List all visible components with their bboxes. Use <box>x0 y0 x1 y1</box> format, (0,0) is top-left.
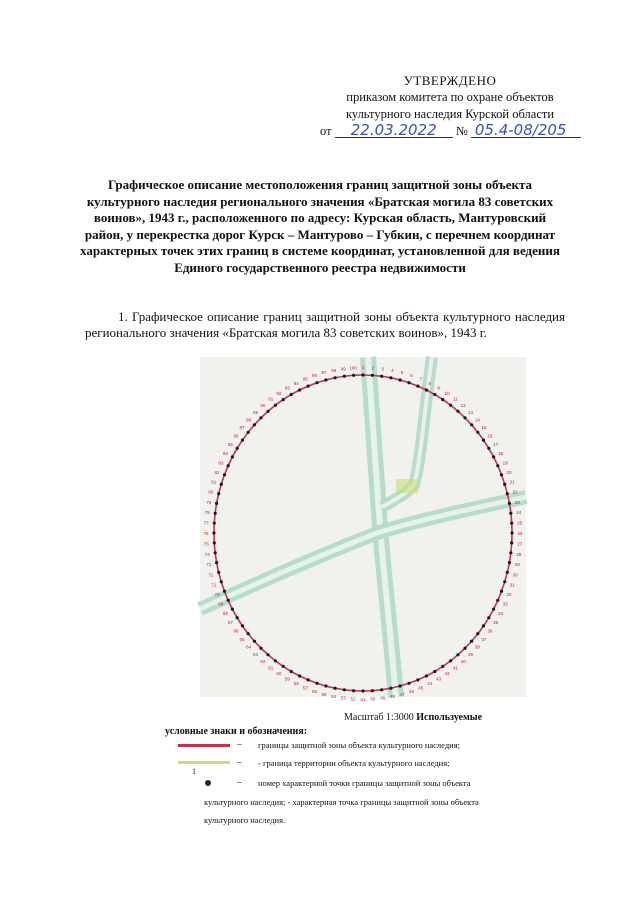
point-label: 71 <box>211 582 217 588</box>
boundary-map-svg <box>200 357 526 702</box>
characteristic-point <box>506 571 509 574</box>
characteristic-point <box>315 682 318 685</box>
point-label: 95 <box>302 376 308 382</box>
point-label: 59 <box>284 676 290 682</box>
point-label: 87 <box>239 425 245 431</box>
point-label: 34 <box>498 611 504 616</box>
characteristic-point <box>352 374 355 377</box>
point-label: 6 <box>410 373 413 379</box>
point-label: 9 <box>437 385 440 391</box>
approval-title: УТВЕРЖДЕНО <box>403 73 497 88</box>
point-label: 58 <box>293 681 299 687</box>
characteristic-point <box>298 674 301 677</box>
point-label: 12 <box>460 403 466 409</box>
characteristic-point <box>352 689 355 692</box>
characteristic-point <box>496 464 499 467</box>
point-label: 88 <box>246 417 252 423</box>
point-label: 90 <box>260 403 266 409</box>
characteristic-point <box>510 522 513 525</box>
characteristic-point <box>227 599 230 602</box>
point-label: 99 <box>340 366 346 372</box>
point-label: 69 <box>218 601 224 607</box>
characteristic-point <box>343 375 346 378</box>
point-label: 44 <box>427 681 433 687</box>
point-label: 73 <box>206 562 212 568</box>
point-label: 3 <box>381 366 384 372</box>
point-label: 47 <box>399 691 405 697</box>
point-label: 64 <box>246 644 252 650</box>
number-label: № <box>455 124 468 138</box>
point-label: 37 <box>481 636 487 642</box>
document-title: Графическое описание местоположения границ защитной зоны объекта культурного наследия регионального значения «Братская могила 83 советских воинов», 1943 г., расположенного по адресу: Курская область, Мантуровский район, у перекрестка дорог Курск – Мантурово – Губкин, с перечнем координат характерных точек этих границ в системе координат, установленной для ведения Единого государственного реестра недвижимости <box>80 177 560 275</box>
characteristic-point <box>253 423 256 426</box>
point-label: 56 <box>311 688 318 694</box>
point-label: 45 <box>418 685 424 691</box>
handwritten-date: 22.03.2022 <box>335 123 453 138</box>
characteristic-point <box>449 404 452 407</box>
point-label: 78 <box>204 510 210 516</box>
point-label: 16 <box>487 433 493 439</box>
point-label: 79 <box>206 499 212 505</box>
point-label: 23 <box>514 499 520 505</box>
point-label: 61 <box>268 665 274 671</box>
point-label: 65 <box>239 636 245 642</box>
characteristic-point <box>496 599 499 602</box>
point-label: 21 <box>509 479 515 485</box>
characteristic-point <box>307 678 310 681</box>
point-label: 97 <box>321 370 327 376</box>
legend-item-1: границы защитной зоны объекта культурного наследия; <box>258 740 460 750</box>
point-label: 32 <box>506 592 512 598</box>
point-label: 17 <box>493 442 499 448</box>
point-label: 81 <box>211 479 217 485</box>
approval-order-line <box>300 123 600 140</box>
legend-item-3-line-1: номер характерной точки границы защитной зоны объекта <box>258 778 471 788</box>
point-label: 83 <box>218 460 224 466</box>
characteristic-point <box>500 590 503 593</box>
characteristic-point <box>361 373 364 376</box>
point-label: 24 <box>516 510 522 516</box>
characteristic-point <box>217 492 220 495</box>
point-label: 11 <box>452 396 458 402</box>
characteristic-point <box>492 608 495 611</box>
scale-caption <box>344 712 482 723</box>
characteristic-point <box>259 416 262 419</box>
characteristic-point <box>371 689 374 692</box>
legend-line-green <box>178 761 230 764</box>
characteristic-point <box>274 659 277 662</box>
point-label: 14 <box>474 417 480 423</box>
point-label: 42 <box>444 671 450 677</box>
characteristic-point <box>510 531 513 534</box>
point-label: 1 <box>361 365 365 370</box>
characteristic-point <box>425 388 428 391</box>
characteristic-point <box>223 473 226 476</box>
characteristic-point <box>220 580 223 583</box>
characteristic-point <box>214 512 217 515</box>
characteristic-point <box>266 410 269 413</box>
characteristic-point <box>407 381 410 384</box>
characteristic-point <box>470 423 473 426</box>
characteristic-point <box>324 684 327 687</box>
characteristic-point <box>247 632 250 635</box>
legend-item-3-line-2: культурного наследия; - характерная точка границы защитной зоны объекта <box>204 797 479 807</box>
characteristic-point <box>334 376 337 379</box>
point-label: 8 <box>428 380 432 386</box>
point-label: 84 <box>222 451 228 456</box>
point-label: 74 <box>204 551 210 557</box>
point-label: 62 <box>260 658 266 664</box>
characteristic-point <box>231 455 234 458</box>
point-label: 22 <box>512 489 518 495</box>
point-label: 50 <box>370 696 376 702</box>
point-label: 94 <box>293 380 299 386</box>
characteristic-point <box>247 431 250 434</box>
characteristic-point <box>282 665 285 668</box>
characteristic-point <box>315 381 318 384</box>
point-label: 4 <box>391 367 394 373</box>
characteristic-point <box>231 608 234 611</box>
point-label: 72 <box>208 572 214 578</box>
characteristic-point <box>266 653 269 656</box>
point-label: 40 <box>460 658 466 664</box>
characteristic-point <box>324 378 327 381</box>
approval-block <box>300 72 600 140</box>
characteristic-point <box>241 439 244 442</box>
scale-label: Масштаб 1:3000 <box>344 712 414 723</box>
handwritten-number: 05.4-08/205 <box>471 123 581 138</box>
point-label: 60 <box>276 671 282 677</box>
characteristic-point <box>215 561 218 564</box>
point-label: 85 <box>227 442 233 448</box>
point-label: 82 <box>214 469 220 475</box>
characteristic-point <box>476 431 479 434</box>
point-label: 20 <box>506 469 512 475</box>
characteristic-point <box>487 447 490 450</box>
characteristic-point <box>407 682 410 685</box>
characteristic-point <box>214 551 217 554</box>
characteristic-point <box>456 653 459 656</box>
characteristic-point <box>416 385 419 388</box>
point-label: 10 <box>444 390 450 396</box>
point-label: 70 <box>214 592 220 598</box>
characteristic-point <box>509 551 512 554</box>
characteristic-point <box>463 647 466 650</box>
point-label: 63 <box>252 652 259 657</box>
point-label: 13 <box>467 410 474 415</box>
characteristic-point <box>482 624 485 627</box>
point-label: 41 <box>452 665 458 671</box>
approval-line-2: культурного наследия Курской области <box>345 107 555 121</box>
characteristic-point <box>476 632 479 635</box>
characteristic-point <box>433 393 436 396</box>
point-label: 89 <box>252 410 259 415</box>
point-label: 100 <box>349 365 357 371</box>
boundary-map <box>200 357 526 702</box>
characteristic-point <box>282 398 285 401</box>
point-label: 52 <box>350 696 356 702</box>
legend-item-2: - граница территории объекта культурного наследия; <box>258 758 450 768</box>
characteristic-point <box>389 376 392 379</box>
point-label: 28 <box>516 551 522 557</box>
paragraph-1-text: 1. Графическое описание границ защитной зоны объекта культурного наследия регионального значения «Братская могила 83 советских воинов», 1943 г. <box>85 309 565 340</box>
point-label: 2 <box>371 365 375 371</box>
characteristic-point <box>290 393 293 396</box>
legend-point-sample <box>205 780 211 786</box>
point-label: 18 <box>498 451 504 456</box>
point-label: 48 <box>389 694 395 700</box>
point-label: 5 <box>400 370 404 376</box>
characteristic-point <box>416 678 419 681</box>
point-label: 55 <box>321 691 327 697</box>
point-label: 92 <box>276 390 282 396</box>
characteristic-point <box>508 561 511 564</box>
characteristic-point <box>449 659 452 662</box>
point-label: 53 <box>340 695 346 701</box>
characteristic-point <box>506 492 509 495</box>
approval-line-1: приказом комитета по охране объектов <box>346 90 554 104</box>
point-label: 29 <box>514 562 520 568</box>
characteristic-point <box>463 416 466 419</box>
legend-item-3-line-3: культурного наследия. <box>204 815 286 825</box>
point-label: 36 <box>487 628 493 634</box>
characteristic-point <box>307 385 310 388</box>
point-label: 39 <box>467 652 474 657</box>
characteristic-point <box>274 404 277 407</box>
characteristic-point <box>509 512 512 515</box>
characteristic-point <box>500 473 503 476</box>
characteristic-point <box>241 624 244 627</box>
characteristic-point <box>227 464 230 467</box>
point-label: 57 <box>302 685 308 691</box>
point-label: 7 <box>419 376 423 382</box>
legend-dash-3: – <box>237 777 242 787</box>
characteristic-point <box>433 670 436 673</box>
characteristic-point <box>212 531 215 534</box>
point-label: 67 <box>227 619 233 625</box>
characteristic-point <box>425 674 428 677</box>
characteristic-point <box>456 410 459 413</box>
characteristic-point <box>220 483 223 486</box>
characteristic-point <box>380 688 383 691</box>
from-label: от <box>320 124 332 138</box>
characteristic-point <box>253 640 256 643</box>
characteristic-point <box>334 687 337 690</box>
point-label: 38 <box>474 644 480 650</box>
point-label: 98 <box>331 367 337 373</box>
point-label: 75 <box>203 541 209 547</box>
point-label: 19 <box>502 460 508 466</box>
characteristic-point <box>399 684 402 687</box>
point-label: 77 <box>203 520 209 526</box>
characteristic-point <box>213 522 216 525</box>
point-label: 66 <box>233 628 239 634</box>
characteristic-point <box>215 502 218 505</box>
legend-dash-1: – <box>237 739 242 749</box>
scale-suffix: Используемые <box>416 712 483 723</box>
legend-number-sample: 1 <box>192 767 196 776</box>
legend-dash-2: – <box>237 757 242 767</box>
characteristic-point <box>487 616 490 619</box>
point-label: 80 <box>208 489 214 495</box>
characteristic-point <box>343 688 346 691</box>
point-label: 15 <box>481 425 487 431</box>
point-label: 86 <box>233 433 239 439</box>
point-label: 54 <box>331 694 337 700</box>
characteristic-point <box>389 687 392 690</box>
characteristic-point <box>217 571 220 574</box>
point-label: 30 <box>512 572 518 578</box>
characteristic-point <box>399 378 402 381</box>
point-label: 27 <box>517 541 523 547</box>
characteristic-point <box>213 541 216 544</box>
characteristic-point <box>492 455 495 458</box>
characteristic-point <box>223 590 226 593</box>
characteristic-point <box>508 502 511 505</box>
characteristic-point <box>361 689 364 692</box>
characteristic-point <box>259 647 262 650</box>
point-label: 26 <box>517 531 523 536</box>
characteristic-point <box>236 616 239 619</box>
point-label: 49 <box>380 695 386 701</box>
point-label: 43 <box>436 676 442 682</box>
characteristic-point <box>441 398 444 401</box>
point-label: 46 <box>408 688 415 694</box>
characteristic-point <box>298 388 301 391</box>
point-label: 93 <box>284 385 290 391</box>
point-label: 76 <box>203 531 209 536</box>
characteristic-point <box>371 374 374 377</box>
point-label: 35 <box>493 619 499 625</box>
characteristic-point <box>290 670 293 673</box>
legend-title: условные знаки и обозначения: <box>165 726 308 737</box>
point-label: 33 <box>502 601 508 607</box>
legend-line-red <box>178 744 230 747</box>
point-label: 51 <box>360 697 366 702</box>
point-label: 25 <box>517 520 523 526</box>
characteristic-point <box>236 447 239 450</box>
characteristic-point <box>482 439 485 442</box>
paragraph-1 <box>85 309 565 341</box>
point-label: 31 <box>509 582 515 588</box>
characteristic-point <box>510 541 513 544</box>
characteristic-point <box>503 580 506 583</box>
territory-boundary <box>396 479 418 493</box>
characteristic-point <box>441 665 444 668</box>
characteristic-point <box>503 483 506 486</box>
characteristic-point <box>470 640 473 643</box>
point-label: 96 <box>311 373 318 379</box>
point-label: 91 <box>268 396 274 402</box>
point-label: 68 <box>222 611 228 616</box>
characteristic-point <box>380 375 383 378</box>
